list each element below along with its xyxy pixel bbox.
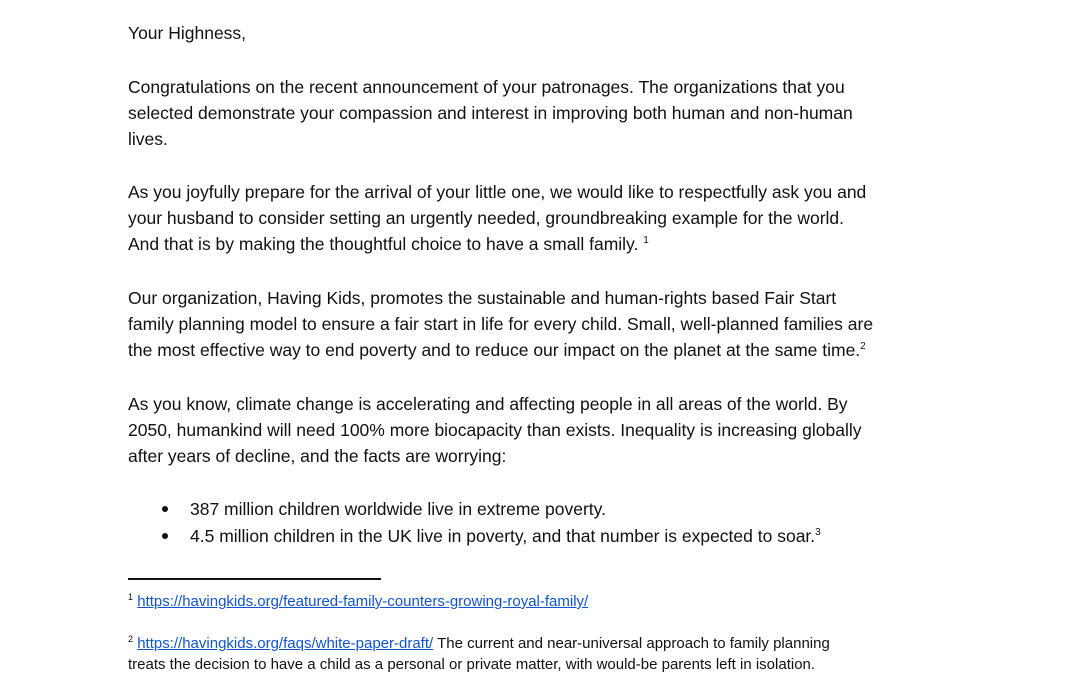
footnote-1-link[interactable]: https://havingkids.org/featured-family-counters-growing-royal-family/: [137, 593, 589, 610]
footnote-ref-2: 2: [860, 341, 866, 353]
footnote-ref-3: 3: [815, 527, 821, 539]
bullet-icon: [162, 533, 168, 539]
footnote-2-continuation: treats the decision to have a child as a personal or private matter, with would-be parents left in isolation.: [128, 656, 816, 673]
bullet-icon: [162, 506, 168, 512]
footnote-2: $^2$ https://havingkids.org/faqs/white-paper-draft/ The current and near-universal approach to family planning: [128, 634, 830, 652]
paragraph-organization: Our organization, Having Kids, promotes the sustainable and human-rights based Fair Start family planning model to ensure a fair start in life for every child. Small, well-planned families are the most effective way to end poverty and to reduce our impact on the planet at the same time.$^2$: [128, 288, 874, 360]
letter-page: Your Highness, Congratulations on the recent announcement of your patronages. The organizations that you selected demonstrate your compassion and interest in improving both human and non-human lives. As you joyfully prepare for the arrival of your little one, we would like to respectfully ask you and your husband to consider setting an urgently needed, groundbreaking example for the world. And that is by making the thoughtful choice to have a small family. $^1$ Our organization, Having Kids, promotes the sustainable and human-rights based Fair Start family planning model to ensure a fair start in life for every child. Small, well-planned families are the most effective way to end poverty and to reduce our impact on the planet at the same time.$^2$ As you know, climate change is accelerating and affecting people in all areas of the world. By 2050, humankind will need 100% more biocapacity than exists. Inequality is increasing globally after years of decline, and the facts are worrying: 387 million children worldwide live in extreme poverty. 4.5 million children in the UK live in poverty, and that number is expected to soar.$^3$ $^1$ https://havingkids.org/featured-family-counters-growing-royal-family/ $^2$ https://havingkids.org/faqs/white-paper-draft/ The current and near-universal approach to family planning treats the decision to have a child as a personal or private matter, with would-be parents left in isolation.: [0, 0, 1080, 675]
paragraph-climate: As you know, climate change is accelerating and affecting people in all areas of the world. By 2050, humankind will need 100% more biocapacity than exists. Inequality is increasing globally after years of decline, and the facts are worrying:: [128, 394, 862, 466]
footnote-2-link[interactable]: https://havingkids.org/faqs/white-paper-draft/: [137, 635, 434, 652]
footnote-divider: [128, 578, 381, 580]
footnote-1: $^1$ https://havingkids.org/featured-family-counters-growing-royal-family/: [128, 592, 589, 610]
footnote-ref-1: 1: [643, 235, 649, 247]
paragraph-small-family-request: As you joyfully prepare for the arrival of your little one, we would like to respectfully ask you and your husband to consider setting an urgently needed, groundbreaking example for the world. And that is by making the thoughtful choice to have a small family. $^1$: [128, 182, 867, 254]
salutation: Your Highness,: [128, 23, 247, 43]
paragraph-congratulations: Congratulations on the recent announcement of your patronages. The organizations that you selected demonstrate your compassion and interest in improving both human and non-human lives.: [128, 77, 853, 149]
